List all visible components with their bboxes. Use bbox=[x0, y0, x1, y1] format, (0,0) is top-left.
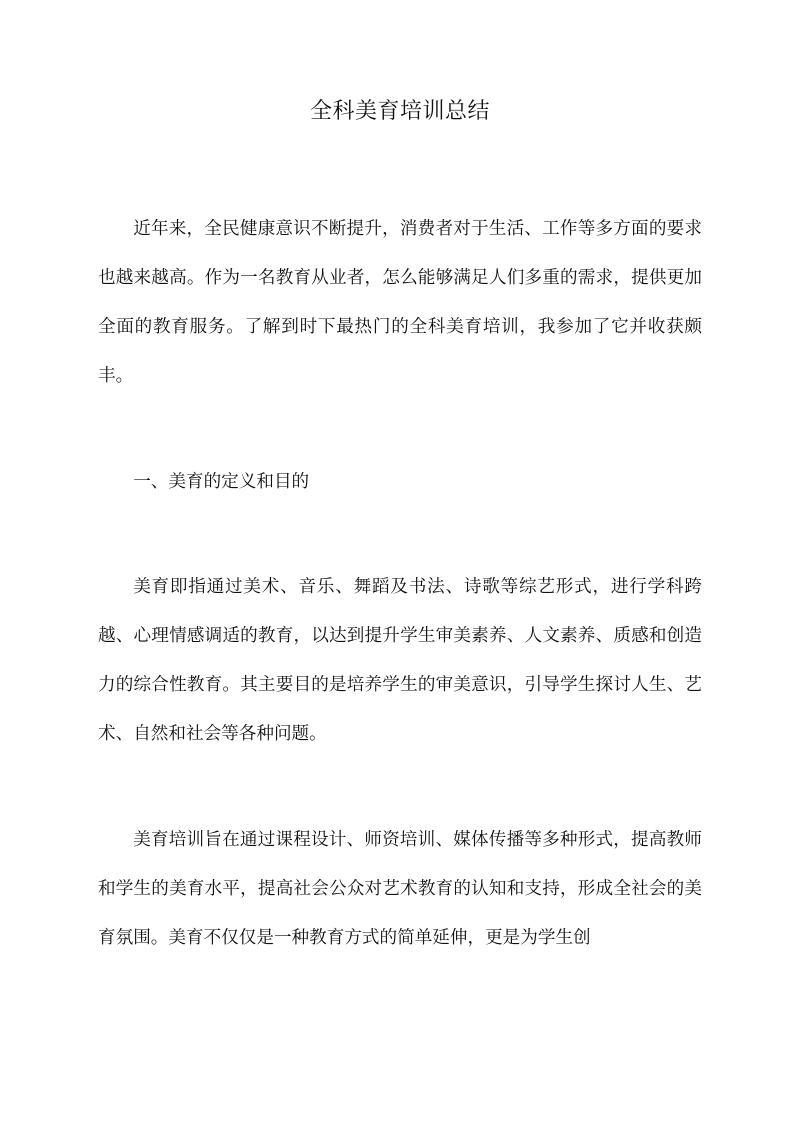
training-paragraph: 美育培训旨在通过课程设计、师资培训、媒体传播等多种形式，提高教师和学生的美育水平，提高社会公众对艺术教育的认知和支持，形成全社会的美育氛围。美育不仅仅是一种教育方式的简单延伸，更是为学生创 bbox=[98, 830, 702, 948]
definition-paragraph: 美育即指通过美术、音乐、舞蹈及书法、诗歌等综艺形式，进行学科跨越、心理情感调适的教育，以达到提升学生审美素养、人文素养、质感和创造力的综合性教育。其主要目的是培养学生的审美意识，引导学生探讨人生、艺术、自然和社会等各种问题。 bbox=[98, 577, 702, 744]
section-heading: 一、美育的定义和目的 bbox=[133, 472, 310, 492]
intro-paragraph: 近年来，全民健康意识不断提升，消费者对于生活、工作等多方面的要求也越来越高。作为一名教育从业者，怎么能够满足人们多重的需求，提供更加全面的教育服务。了解到时下最热门的全科美育培训，我参加了它并收获颇丰。 bbox=[98, 219, 702, 386]
document-title: 全科美育培训总结 bbox=[309, 99, 490, 124]
